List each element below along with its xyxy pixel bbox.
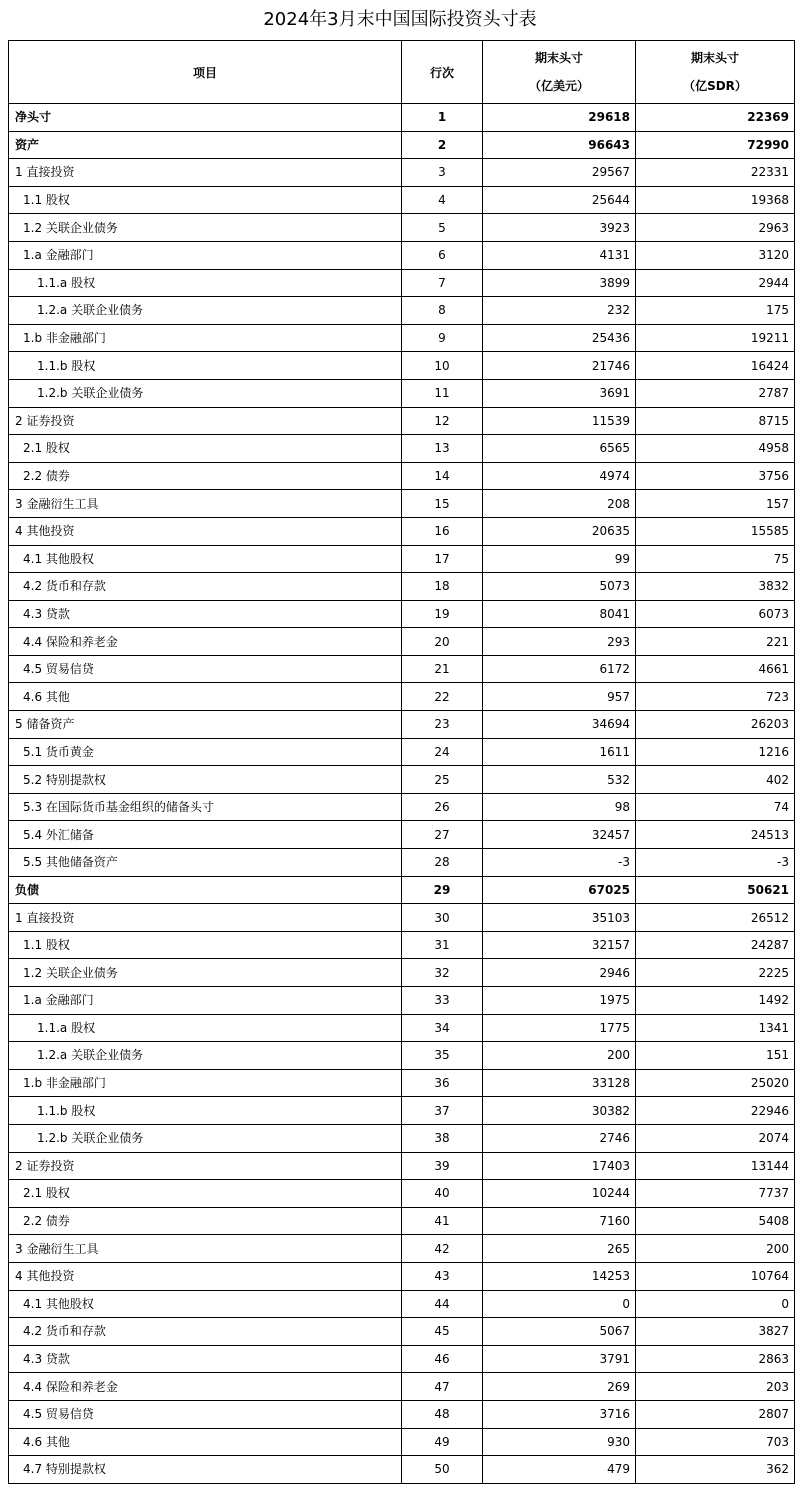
row-number-cell: 16 bbox=[402, 517, 483, 545]
item-cell: 2.2 债券 bbox=[9, 1207, 402, 1235]
usd-value-cell: 532 bbox=[483, 766, 636, 794]
row-number-cell: 36 bbox=[402, 1069, 483, 1097]
row-number-cell: 32 bbox=[402, 959, 483, 987]
column-header-row-number: 行次 bbox=[402, 41, 483, 104]
row-number-cell: 47 bbox=[402, 1373, 483, 1401]
sdr-value-cell: 1341 bbox=[636, 1014, 795, 1042]
row-number-cell: 48 bbox=[402, 1400, 483, 1428]
column-header-usd-unit: （亿美元） bbox=[528, 79, 589, 93]
usd-value-cell: 269 bbox=[483, 1373, 636, 1401]
table-row bbox=[9, 297, 795, 325]
table-row bbox=[9, 1290, 795, 1318]
row-number-cell: 12 bbox=[402, 407, 483, 435]
usd-value-cell: 17403 bbox=[483, 1152, 636, 1180]
row-number-cell: 40 bbox=[402, 1180, 483, 1208]
row-number-cell: 37 bbox=[402, 1097, 483, 1125]
row-number-cell: 28 bbox=[402, 849, 483, 877]
usd-value-cell: 34694 bbox=[483, 711, 636, 739]
sdr-value-cell: 22369 bbox=[636, 104, 795, 132]
item-cell: 4.5 贸易信贷 bbox=[9, 655, 402, 683]
usd-value-cell: 4131 bbox=[483, 241, 636, 269]
sdr-value-cell: 72990 bbox=[636, 131, 795, 159]
usd-value-cell: 2746 bbox=[483, 1124, 636, 1152]
item-cell: 1.b 非金融部门 bbox=[9, 324, 402, 352]
usd-value-cell: 35103 bbox=[483, 904, 636, 932]
item-cell: 2 证券投资 bbox=[9, 1152, 402, 1180]
table-row bbox=[9, 517, 795, 545]
sdr-value-cell: 4661 bbox=[636, 655, 795, 683]
item-cell: 4.4 保险和养老金 bbox=[9, 1373, 402, 1401]
usd-value-cell: 8041 bbox=[483, 600, 636, 628]
row-number-cell: 42 bbox=[402, 1235, 483, 1263]
item-cell: 1.a 金融部门 bbox=[9, 241, 402, 269]
item-cell: 1.2.b 关联企业债务 bbox=[9, 1124, 402, 1152]
column-header-sdr-unit: （亿SDR） bbox=[683, 79, 747, 93]
item-cell: 5.1 货币黄金 bbox=[9, 738, 402, 766]
item-cell: 1.2 关联企业债务 bbox=[9, 214, 402, 242]
item-cell: 1.1 股权 bbox=[9, 186, 402, 214]
sdr-value-cell: 24287 bbox=[636, 931, 795, 959]
item-cell: 2.2 债券 bbox=[9, 462, 402, 490]
usd-value-cell: 957 bbox=[483, 683, 636, 711]
row-number-cell: 29 bbox=[402, 876, 483, 904]
table-row bbox=[9, 1428, 795, 1456]
table-row bbox=[9, 987, 795, 1015]
row-number-cell: 13 bbox=[402, 435, 483, 463]
table-row bbox=[9, 1152, 795, 1180]
sdr-value-cell: 402 bbox=[636, 766, 795, 794]
sdr-value-cell: 2963 bbox=[636, 214, 795, 242]
item-cell: 5.3 在国际货币基金组织的储备头寸 bbox=[9, 793, 402, 821]
row-number-cell: 15 bbox=[402, 490, 483, 518]
sdr-value-cell: 50621 bbox=[636, 876, 795, 904]
item-cell: 1.2 关联企业债务 bbox=[9, 959, 402, 987]
table-row bbox=[9, 379, 795, 407]
usd-value-cell: 479 bbox=[483, 1456, 636, 1484]
sdr-value-cell: 26203 bbox=[636, 711, 795, 739]
item-cell: 2 证券投资 bbox=[9, 407, 402, 435]
usd-value-cell: 3691 bbox=[483, 379, 636, 407]
row-number-cell: 27 bbox=[402, 821, 483, 849]
item-cell: 1.2.b 关联企业债务 bbox=[9, 379, 402, 407]
sdr-value-cell: 7737 bbox=[636, 1180, 795, 1208]
row-number-cell: 44 bbox=[402, 1290, 483, 1318]
row-number-cell: 11 bbox=[402, 379, 483, 407]
row-number-cell: 50 bbox=[402, 1456, 483, 1484]
usd-value-cell: 3716 bbox=[483, 1400, 636, 1428]
usd-value-cell: 21746 bbox=[483, 352, 636, 380]
column-header-sdr bbox=[636, 41, 795, 104]
table-row bbox=[9, 959, 795, 987]
item-cell: 1.1.a 股权 bbox=[9, 1014, 402, 1042]
usd-value-cell: 5067 bbox=[483, 1318, 636, 1346]
row-number-cell: 17 bbox=[402, 545, 483, 573]
sdr-value-cell: 703 bbox=[636, 1428, 795, 1456]
row-number-cell: 19 bbox=[402, 600, 483, 628]
item-cell: 4.4 保险和养老金 bbox=[9, 628, 402, 656]
item-cell: 1.1.a 股权 bbox=[9, 269, 402, 297]
item-cell: 5.4 外汇储备 bbox=[9, 821, 402, 849]
table-row bbox=[9, 600, 795, 628]
row-number-cell: 30 bbox=[402, 904, 483, 932]
column-header-usd bbox=[483, 41, 636, 104]
item-cell: 1.1.b 股权 bbox=[9, 352, 402, 380]
usd-value-cell: 0 bbox=[483, 1290, 636, 1318]
table-row bbox=[9, 1180, 795, 1208]
usd-value-cell: 67025 bbox=[483, 876, 636, 904]
sdr-value-cell: 8715 bbox=[636, 407, 795, 435]
table-row bbox=[9, 435, 795, 463]
sdr-value-cell: 3832 bbox=[636, 573, 795, 601]
table-row bbox=[9, 876, 795, 904]
sdr-value-cell: -3 bbox=[636, 849, 795, 877]
table-row bbox=[9, 241, 795, 269]
table-row bbox=[9, 1124, 795, 1152]
table-row bbox=[9, 1400, 795, 1428]
item-cell: 1.a 金融部门 bbox=[9, 987, 402, 1015]
table-row bbox=[9, 849, 795, 877]
usd-value-cell: -3 bbox=[483, 849, 636, 877]
row-number-cell: 18 bbox=[402, 573, 483, 601]
sdr-value-cell: 3120 bbox=[636, 241, 795, 269]
table-row bbox=[9, 462, 795, 490]
table-row bbox=[9, 738, 795, 766]
sdr-value-cell: 1216 bbox=[636, 738, 795, 766]
row-number-cell: 10 bbox=[402, 352, 483, 380]
row-number-cell: 45 bbox=[402, 1318, 483, 1346]
usd-value-cell: 30382 bbox=[483, 1097, 636, 1125]
row-number-cell: 2 bbox=[402, 131, 483, 159]
row-number-cell: 35 bbox=[402, 1042, 483, 1070]
item-cell: 4 其他投资 bbox=[9, 517, 402, 545]
table-row bbox=[9, 793, 795, 821]
usd-value-cell: 32457 bbox=[483, 821, 636, 849]
row-number-cell: 26 bbox=[402, 793, 483, 821]
row-number-cell: 41 bbox=[402, 1207, 483, 1235]
usd-value-cell: 33128 bbox=[483, 1069, 636, 1097]
sdr-value-cell: 13144 bbox=[636, 1152, 795, 1180]
item-cell: 5.2 特别提款权 bbox=[9, 766, 402, 794]
sdr-value-cell: 74 bbox=[636, 793, 795, 821]
item-cell: 4.5 贸易信贷 bbox=[9, 1400, 402, 1428]
row-number-cell: 9 bbox=[402, 324, 483, 352]
table-row bbox=[9, 324, 795, 352]
row-number-cell: 31 bbox=[402, 931, 483, 959]
usd-value-cell: 25644 bbox=[483, 186, 636, 214]
usd-value-cell: 96643 bbox=[483, 131, 636, 159]
table-row bbox=[9, 1345, 795, 1373]
item-cell: 1 直接投资 bbox=[9, 159, 402, 187]
item-cell: 3 金融衍生工具 bbox=[9, 490, 402, 518]
usd-value-cell: 20635 bbox=[483, 517, 636, 545]
sdr-value-cell: 200 bbox=[636, 1235, 795, 1263]
usd-value-cell: 98 bbox=[483, 793, 636, 821]
sdr-value-cell: 221 bbox=[636, 628, 795, 656]
row-number-cell: 39 bbox=[402, 1152, 483, 1180]
sdr-value-cell: 3827 bbox=[636, 1318, 795, 1346]
table-row bbox=[9, 821, 795, 849]
usd-value-cell: 1975 bbox=[483, 987, 636, 1015]
sdr-value-cell: 25020 bbox=[636, 1069, 795, 1097]
sdr-value-cell: 24513 bbox=[636, 821, 795, 849]
sdr-value-cell: 5408 bbox=[636, 1207, 795, 1235]
row-number-cell: 21 bbox=[402, 655, 483, 683]
sdr-value-cell: 151 bbox=[636, 1042, 795, 1070]
usd-value-cell: 10244 bbox=[483, 1180, 636, 1208]
table-row bbox=[9, 1318, 795, 1346]
usd-value-cell: 930 bbox=[483, 1428, 636, 1456]
row-number-cell: 34 bbox=[402, 1014, 483, 1042]
item-cell: 3 金融衍生工具 bbox=[9, 1235, 402, 1263]
row-number-cell: 8 bbox=[402, 297, 483, 325]
table-header-row bbox=[9, 41, 795, 104]
usd-value-cell: 29567 bbox=[483, 159, 636, 187]
row-number-cell: 1 bbox=[402, 104, 483, 132]
sdr-value-cell: 26512 bbox=[636, 904, 795, 932]
row-number-cell: 4 bbox=[402, 186, 483, 214]
table-body bbox=[9, 104, 795, 1484]
item-cell: 4.2 货币和存款 bbox=[9, 1318, 402, 1346]
table-row bbox=[9, 1262, 795, 1290]
table-row bbox=[9, 1373, 795, 1401]
iip-table bbox=[8, 40, 795, 1484]
table-row bbox=[9, 131, 795, 159]
sdr-value-cell: 2944 bbox=[636, 269, 795, 297]
sdr-value-cell: 19368 bbox=[636, 186, 795, 214]
usd-value-cell: 14253 bbox=[483, 1262, 636, 1290]
item-cell: 4.7 特别提款权 bbox=[9, 1456, 402, 1484]
item-cell: 4.1 其他股权 bbox=[9, 1290, 402, 1318]
sdr-value-cell: 2807 bbox=[636, 1400, 795, 1428]
table-row bbox=[9, 1456, 795, 1484]
table-row bbox=[9, 573, 795, 601]
item-cell: 1 直接投资 bbox=[9, 904, 402, 932]
table-row bbox=[9, 1207, 795, 1235]
table-row bbox=[9, 545, 795, 573]
item-cell: 4.3 贷款 bbox=[9, 600, 402, 628]
sdr-value-cell: 1492 bbox=[636, 987, 795, 1015]
usd-value-cell: 29618 bbox=[483, 104, 636, 132]
sdr-value-cell: 2787 bbox=[636, 379, 795, 407]
item-cell: 1.2.a 关联企业债务 bbox=[9, 1042, 402, 1070]
column-header-sdr-title: 期末头寸 bbox=[690, 51, 739, 65]
usd-value-cell: 265 bbox=[483, 1235, 636, 1263]
usd-value-cell: 32157 bbox=[483, 931, 636, 959]
usd-value-cell: 25436 bbox=[483, 324, 636, 352]
table-row bbox=[9, 159, 795, 187]
table-row bbox=[9, 711, 795, 739]
item-cell: 4.6 其他 bbox=[9, 1428, 402, 1456]
sdr-value-cell: 6073 bbox=[636, 600, 795, 628]
item-cell: 4.2 货币和存款 bbox=[9, 573, 402, 601]
row-number-cell: 23 bbox=[402, 711, 483, 739]
table-row bbox=[9, 269, 795, 297]
item-cell: 5.5 其他储备资产 bbox=[9, 849, 402, 877]
table-row bbox=[9, 628, 795, 656]
row-number-cell: 33 bbox=[402, 987, 483, 1015]
sdr-value-cell: 75 bbox=[636, 545, 795, 573]
table-row bbox=[9, 655, 795, 683]
usd-value-cell: 6172 bbox=[483, 655, 636, 683]
usd-value-cell: 5073 bbox=[483, 573, 636, 601]
table-row bbox=[9, 766, 795, 794]
row-number-cell: 6 bbox=[402, 241, 483, 269]
sdr-value-cell: 16424 bbox=[636, 352, 795, 380]
usd-value-cell: 11539 bbox=[483, 407, 636, 435]
page-title: 2024年3月末中国国际投资头寸表 bbox=[263, 9, 537, 30]
usd-value-cell: 1775 bbox=[483, 1014, 636, 1042]
sdr-value-cell: 2863 bbox=[636, 1345, 795, 1373]
usd-value-cell: 4974 bbox=[483, 462, 636, 490]
usd-value-cell: 1611 bbox=[483, 738, 636, 766]
table-row bbox=[9, 1097, 795, 1125]
table-row bbox=[9, 104, 795, 132]
table-row bbox=[9, 1042, 795, 1070]
item-cell: 4.1 其他股权 bbox=[9, 545, 402, 573]
item-cell: 资产 bbox=[9, 131, 402, 159]
usd-value-cell: 2946 bbox=[483, 959, 636, 987]
usd-value-cell: 293 bbox=[483, 628, 636, 656]
row-number-cell: 49 bbox=[402, 1428, 483, 1456]
row-number-cell: 7 bbox=[402, 269, 483, 297]
item-cell: 1.1.b 股权 bbox=[9, 1097, 402, 1125]
usd-value-cell: 200 bbox=[483, 1042, 636, 1070]
item-cell: 1.1 股权 bbox=[9, 931, 402, 959]
table-row bbox=[9, 214, 795, 242]
table-row bbox=[9, 186, 795, 214]
usd-value-cell: 99 bbox=[483, 545, 636, 573]
sdr-value-cell: 362 bbox=[636, 1456, 795, 1484]
item-cell: 2.1 股权 bbox=[9, 1180, 402, 1208]
sdr-value-cell: 15585 bbox=[636, 517, 795, 545]
item-cell: 4.6 其他 bbox=[9, 683, 402, 711]
row-number-cell: 3 bbox=[402, 159, 483, 187]
row-number-cell: 5 bbox=[402, 214, 483, 242]
row-number-cell: 24 bbox=[402, 738, 483, 766]
column-header-item: 项目 bbox=[9, 41, 402, 104]
sdr-value-cell: 157 bbox=[636, 490, 795, 518]
sdr-value-cell: 3756 bbox=[636, 462, 795, 490]
usd-value-cell: 3791 bbox=[483, 1345, 636, 1373]
sdr-value-cell: 2225 bbox=[636, 959, 795, 987]
item-cell: 4 其他投资 bbox=[9, 1262, 402, 1290]
item-cell: 5 储备资产 bbox=[9, 711, 402, 739]
item-cell: 2.1 股权 bbox=[9, 435, 402, 463]
row-number-cell: 46 bbox=[402, 1345, 483, 1373]
table-row bbox=[9, 352, 795, 380]
sdr-value-cell: 4958 bbox=[636, 435, 795, 463]
usd-value-cell: 232 bbox=[483, 297, 636, 325]
table-row bbox=[9, 1069, 795, 1097]
table-row bbox=[9, 904, 795, 932]
sdr-value-cell: 22331 bbox=[636, 159, 795, 187]
row-number-cell: 20 bbox=[402, 628, 483, 656]
sdr-value-cell: 2074 bbox=[636, 1124, 795, 1152]
item-cell: 净头寸 bbox=[9, 104, 402, 132]
usd-value-cell: 3899 bbox=[483, 269, 636, 297]
table-row bbox=[9, 490, 795, 518]
item-cell: 1.b 非金融部门 bbox=[9, 1069, 402, 1097]
table-row bbox=[9, 683, 795, 711]
table-row bbox=[9, 931, 795, 959]
item-cell: 1.2.a 关联企业债务 bbox=[9, 297, 402, 325]
row-number-cell: 22 bbox=[402, 683, 483, 711]
table-row bbox=[9, 1014, 795, 1042]
sdr-value-cell: 0 bbox=[636, 1290, 795, 1318]
table-row bbox=[9, 1235, 795, 1263]
row-number-cell: 43 bbox=[402, 1262, 483, 1290]
row-number-cell: 38 bbox=[402, 1124, 483, 1152]
usd-value-cell: 6565 bbox=[483, 435, 636, 463]
sdr-value-cell: 19211 bbox=[636, 324, 795, 352]
row-number-cell: 25 bbox=[402, 766, 483, 794]
sdr-value-cell: 10764 bbox=[636, 1262, 795, 1290]
sdr-value-cell: 203 bbox=[636, 1373, 795, 1401]
column-header-usd-title: 期末头寸 bbox=[534, 51, 583, 65]
usd-value-cell: 7160 bbox=[483, 1207, 636, 1235]
sdr-value-cell: 22946 bbox=[636, 1097, 795, 1125]
usd-value-cell: 3923 bbox=[483, 214, 636, 242]
row-number-cell: 14 bbox=[402, 462, 483, 490]
table-row bbox=[9, 407, 795, 435]
item-cell: 4.3 贷款 bbox=[9, 1345, 402, 1373]
sdr-value-cell: 723 bbox=[636, 683, 795, 711]
usd-value-cell: 208 bbox=[483, 490, 636, 518]
item-cell: 负债 bbox=[9, 876, 402, 904]
sdr-value-cell: 175 bbox=[636, 297, 795, 325]
